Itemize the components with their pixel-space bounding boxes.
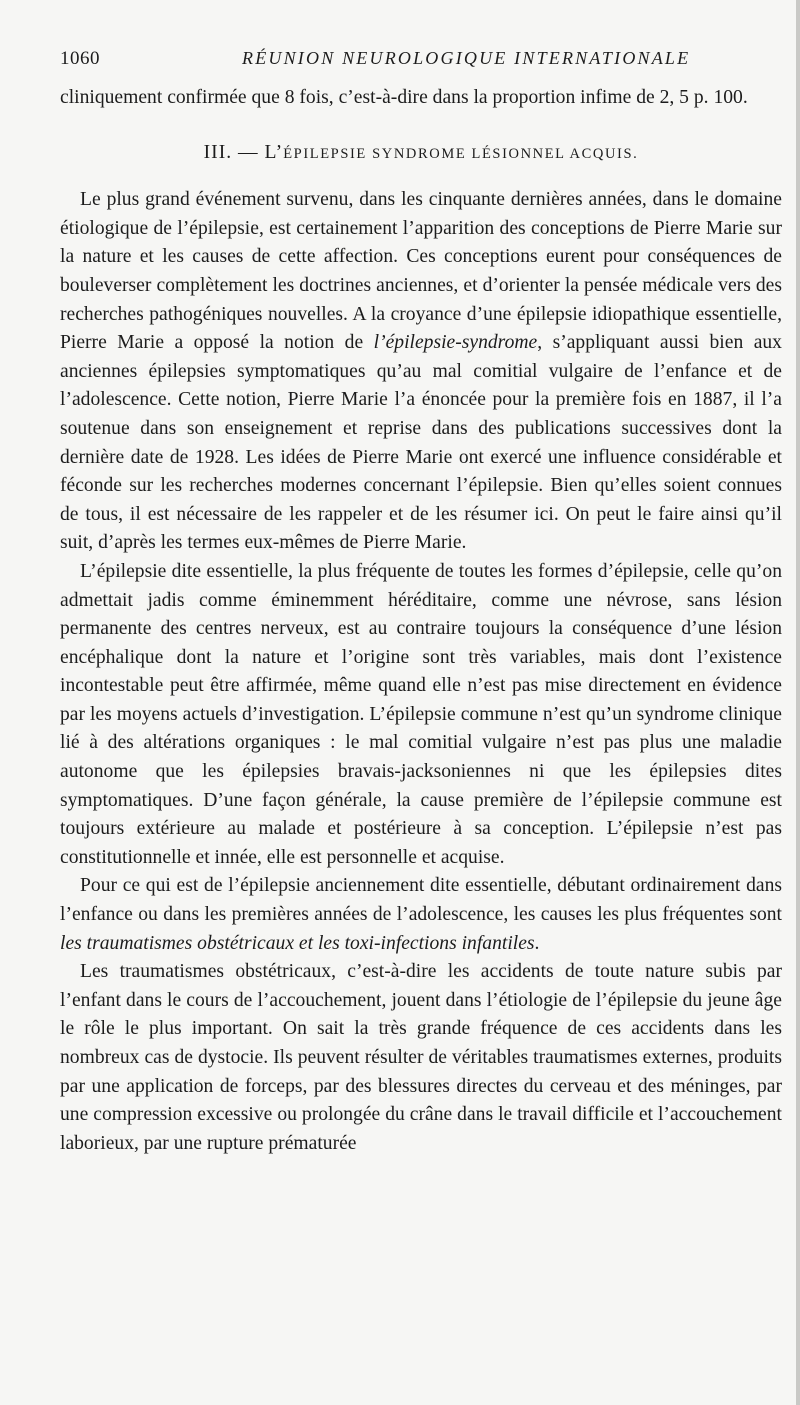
paragraph-text: Le plus grand événement survenu, dans les cinquante dernières années, dans le domaine étiologique de l’épilepsie, est certainement l’apparition des conceptions de Pierre Marie sur la nature et les causes de cette affection. Ces conceptions eurent pour conséquences de bouleverser complètement les doctrines anciennes, et d’orienter la pensée médicale vers des recherches pathogéniques nouvelles. A la croyance d’une épilepsie idiopathique essentielle, Pierre Marie a opposé la notion de [60, 189, 782, 354]
paragraph-text: Pour ce qui est de l’épilepsie anciennement dite essentielle, débutant ordinairement dans l’enfance ou dans les premières années de l’adolescence, les causes les plus fréquentes sont [60, 875, 782, 926]
section-title: ÉPILEPSIE SYNDROME LÉSIONNEL ACQUIS. [283, 145, 639, 162]
paragraph-text: . [534, 932, 540, 954]
paragraph-continuation: cliniquement confirmée que 8 fois, c’est-à-dire dans la proportion infime de 2, 5 p. 100. [60, 87, 748, 108]
paragraph-text: , s’appliquant aussi bien aux anciennes épilepsies symptomatiques qu’au mal comitial vulgaire de l’enfance et de l’adolescence. Cette notion, Pierre Marie l’a énoncée pour la première fois en 1887, il l’a soutenue dans son enseignement et reprise dans des publications successives dont la dernière date de 1928. Les idées de Pierre Marie ont exercé une influence considérable et féconde sur les recherches modernes concernant l’épilepsie. Bien qu’elles soient connues de tous, il est nécessaire de les rappeler et de les résumer ici. On peut le faire ainsi qu’il suit, d’après les termes eux-mêmes de Pierre Marie. [60, 332, 782, 554]
page-header [60, 48, 760, 78]
page-edge [796, 0, 800, 1405]
page-number: 1060 [60, 48, 100, 69]
emphasis-term: les traumatismes obstétricaux et les toxi-infections infantiles [60, 932, 535, 954]
section-number: III. — L’ [203, 141, 284, 163]
paragraph: Les traumatismes obstétricaux, c’est-à-dire les accidents de toute nature subis par l’enfant dans le cours de l’accouchement, jouent dans l’étiologie de l’épilepsie du jeune âge le rôle le plus important. On sait la très grande fréquence de ces accidents dans les nombreux cas de dystocie. Ils peuvent résulter de véritables traumatismes externes, produits par une application de forceps, par des blessures directes du cerveau et des méninges, par une compression excessive ou prolongée du crâne dans le travail difficile et l’accouchement laborieux, par une rupture prématurée [60, 961, 782, 1154]
paragraph [60, 186, 782, 558]
running-head: RÉUNION NEUROLOGIQUE INTERNATIONALE [242, 48, 691, 68]
section-heading [60, 139, 782, 169]
emphasis-term: l’épilepsie-syndrome [373, 332, 538, 354]
body-text [60, 84, 782, 1158]
paragraph [60, 872, 782, 958]
paragraph: L’épilepsie dite essentielle, la plus fréquente de toutes les formes d’épilepsie, celle qu’on admettait jadis comme éminemment héréditaire, comme une névrose, sans lésion permanente des centres nerveux, est au contraire toujours la conséquence d’une lésion encéphalique dont la nature et l’origine sont très variables, mais dont l’existence incontestable peut être affirmée, même quand elle n’est pas mise directement en évidence par les moyens actuels d’investigation. L’épilepsie commune n’est qu’un syndrome clinique lié à des altérations organiques : le mal comitial vulgaire n’est pas plus une maladie autonome que les épilepsies bravais-jacksoniennes ni que les épilepsies dites symptomatiques. D’une façon générale, la cause première de l’épilepsie commune est toujours extérieure au malade et postérieure à sa conception. L’épilepsie n’est pas constitutionnelle et innée, elle est personnelle et acquise. [60, 560, 782, 868]
